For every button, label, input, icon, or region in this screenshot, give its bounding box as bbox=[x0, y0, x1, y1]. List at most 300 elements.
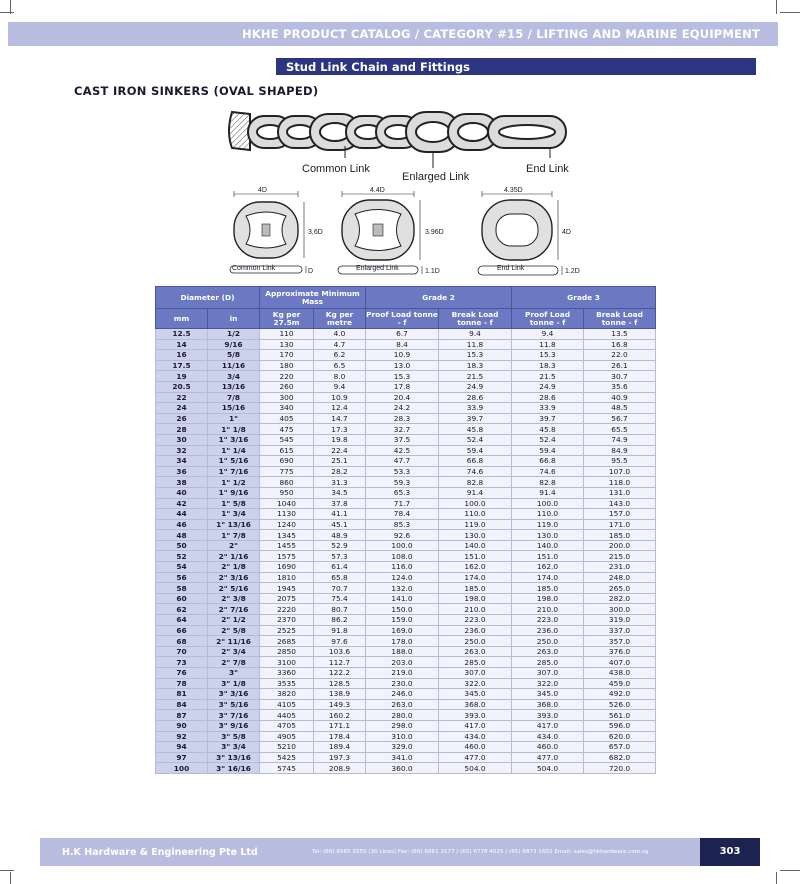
table-cell: 6.7 bbox=[366, 329, 439, 340]
table-row bbox=[156, 487, 656, 498]
table-cell: 100 bbox=[156, 763, 208, 774]
table-cell: 149.3 bbox=[314, 699, 366, 710]
table-cell: 118.0 bbox=[584, 477, 656, 488]
table-row bbox=[156, 456, 656, 467]
table-cell: 84 bbox=[156, 699, 208, 710]
table-cell: 2075 bbox=[260, 593, 314, 604]
table-cell: 171.0 bbox=[584, 519, 656, 530]
table-cell: 20.4 bbox=[366, 392, 439, 403]
table-cell: 100.0 bbox=[512, 498, 584, 509]
table-cell: 110.0 bbox=[512, 509, 584, 520]
table-row bbox=[156, 445, 656, 456]
table-cell: 13/16 bbox=[208, 381, 260, 392]
table-cell: 215.0 bbox=[584, 551, 656, 562]
table-cell: 307.0 bbox=[439, 668, 512, 679]
table-cell: 285.0 bbox=[439, 657, 512, 668]
table-cell: 185.0 bbox=[584, 530, 656, 541]
table-cell: 100.0 bbox=[439, 498, 512, 509]
table-cell: 2" 7/8 bbox=[208, 657, 260, 668]
table-cell: 94 bbox=[156, 742, 208, 753]
table-cell: 74.6 bbox=[512, 466, 584, 477]
table-row bbox=[156, 615, 656, 626]
table-cell: 180 bbox=[260, 360, 314, 371]
table-cell: 108.0 bbox=[366, 551, 439, 562]
table-cell: 3" 13/16 bbox=[208, 752, 260, 763]
table-cell: 9.4 bbox=[314, 381, 366, 392]
table-cell: 12.4 bbox=[314, 403, 366, 414]
table-cell: 130 bbox=[260, 339, 314, 350]
table-cell: 17.8 bbox=[366, 381, 439, 392]
table-cell: 2850 bbox=[260, 646, 314, 657]
table-cell: 143.0 bbox=[584, 498, 656, 509]
common-link-caption: Common Link bbox=[232, 265, 276, 272]
table-cell: 393.0 bbox=[512, 710, 584, 721]
table-cell: 322.0 bbox=[439, 678, 512, 689]
table-cell: 66 bbox=[156, 625, 208, 636]
table-cell: 66.8 bbox=[439, 456, 512, 467]
table-cell: 18.3 bbox=[512, 360, 584, 371]
table-cell: 28.2 bbox=[314, 466, 366, 477]
table-cell: 322.0 bbox=[512, 678, 584, 689]
table-cell: 91.8 bbox=[314, 625, 366, 636]
table-row bbox=[156, 742, 656, 753]
table-row bbox=[156, 593, 656, 604]
table-cell: 434.0 bbox=[439, 731, 512, 742]
table-row bbox=[156, 572, 656, 583]
table-row bbox=[156, 329, 656, 340]
table-cell: 30.7 bbox=[584, 371, 656, 382]
table-cell: 265.0 bbox=[584, 583, 656, 594]
crop-mark bbox=[0, 12, 14, 13]
table-cell: 477.0 bbox=[512, 752, 584, 763]
table-cell: 477.0 bbox=[439, 752, 512, 763]
table-cell: 44 bbox=[156, 509, 208, 520]
table-cell: 329.0 bbox=[366, 742, 439, 753]
table-cell: 561.0 bbox=[584, 710, 656, 721]
table-cell: 220 bbox=[260, 371, 314, 382]
table-body bbox=[156, 329, 656, 774]
table-cell: 26 bbox=[156, 413, 208, 424]
table-cell: 52.4 bbox=[512, 434, 584, 445]
table-cell: 4105 bbox=[260, 699, 314, 710]
table-cell: 9/16 bbox=[208, 339, 260, 350]
table-cell: 310.0 bbox=[366, 731, 439, 742]
table-cell: 16 bbox=[156, 350, 208, 361]
table-cell: 82.8 bbox=[439, 477, 512, 488]
table-cell: 2525 bbox=[260, 625, 314, 636]
table-row bbox=[156, 657, 656, 668]
table-cell: 319.0 bbox=[584, 615, 656, 626]
table-cell: 260 bbox=[260, 381, 314, 392]
table-cell: 36 bbox=[156, 466, 208, 477]
table-cell: 405 bbox=[260, 413, 314, 424]
table-cell: 32 bbox=[156, 445, 208, 456]
table-cell: 28.6 bbox=[512, 392, 584, 403]
table-cell: 376.0 bbox=[584, 646, 656, 657]
table-cell: 35.6 bbox=[584, 381, 656, 392]
table-cell: 210.0 bbox=[512, 604, 584, 615]
table-cell: 74.6 bbox=[439, 466, 512, 477]
table-cell: 3" 7/16 bbox=[208, 710, 260, 721]
table-cell: 90 bbox=[156, 720, 208, 731]
table-cell: 107.0 bbox=[584, 466, 656, 477]
table-row bbox=[156, 551, 656, 562]
table-cell: 162.0 bbox=[439, 562, 512, 573]
table-cell: 28 bbox=[156, 424, 208, 435]
table-cell: 5/8 bbox=[208, 350, 260, 361]
table-cell: 340 bbox=[260, 403, 314, 414]
table-cell: 230.0 bbox=[366, 678, 439, 689]
crop-mark bbox=[780, 12, 800, 13]
table-cell: 3100 bbox=[260, 657, 314, 668]
catalog-banner bbox=[8, 22, 778, 46]
table-cell: 22.0 bbox=[584, 350, 656, 361]
table-cell: 65.3 bbox=[366, 487, 439, 498]
table-cell: 2" 3/4 bbox=[208, 646, 260, 657]
enlarged-height-label: 3.96D bbox=[425, 229, 444, 236]
table-cell: 37.5 bbox=[366, 434, 439, 445]
table-cell: 110 bbox=[260, 329, 314, 340]
table-cell: 86.2 bbox=[314, 615, 366, 626]
table-cell: 10.9 bbox=[366, 350, 439, 361]
table-cell: 4.0 bbox=[314, 329, 366, 340]
table-cell: 39.7 bbox=[439, 413, 512, 424]
table-cell: 720.0 bbox=[584, 763, 656, 774]
table-cell: 24.2 bbox=[366, 403, 439, 414]
table-cell: 3" 3/4 bbox=[208, 742, 260, 753]
table-row bbox=[156, 720, 656, 731]
table-row bbox=[156, 689, 656, 700]
table-cell: 1" 5/8 bbox=[208, 498, 260, 509]
table-cell: 13.0 bbox=[366, 360, 439, 371]
table-cell: 434.0 bbox=[512, 731, 584, 742]
table-cell: 236.0 bbox=[439, 625, 512, 636]
table-cell: 128.5 bbox=[314, 678, 366, 689]
table-row bbox=[156, 540, 656, 551]
table-cell: 41.1 bbox=[314, 509, 366, 520]
col-header-mm: mm bbox=[156, 309, 208, 329]
table-cell: 2" 11/16 bbox=[208, 636, 260, 647]
table-cell: 73 bbox=[156, 657, 208, 668]
table-cell: 31.3 bbox=[314, 477, 366, 488]
table-cell: 11.8 bbox=[512, 339, 584, 350]
table-cell: 76 bbox=[156, 668, 208, 679]
catalog-banner-text: HKHE PRODUCT CATALOG / CATEGORY #15 / LIFTING AND MARINE EQUIPMENT bbox=[242, 27, 760, 41]
table-cell: 119.0 bbox=[439, 519, 512, 530]
table-row bbox=[156, 360, 656, 371]
table-cell: 231.0 bbox=[584, 562, 656, 573]
table-cell: 263.0 bbox=[366, 699, 439, 710]
table-cell: 2370 bbox=[260, 615, 314, 626]
table-cell: 203.0 bbox=[366, 657, 439, 668]
col-header-g3-proof: Proof Load tonne - f bbox=[512, 309, 584, 329]
table-row bbox=[156, 710, 656, 721]
table-cell: 34 bbox=[156, 456, 208, 467]
table-row bbox=[156, 752, 656, 763]
table-cell: 95.5 bbox=[584, 456, 656, 467]
table-row bbox=[156, 392, 656, 403]
table-cell: 690 bbox=[260, 456, 314, 467]
table-cell: 91.4 bbox=[512, 487, 584, 498]
chain-label-common: Common Link bbox=[302, 163, 370, 175]
table-cell: 4405 bbox=[260, 710, 314, 721]
table-cell: 407.0 bbox=[584, 657, 656, 668]
table-cell: 208.9 bbox=[314, 763, 366, 774]
crop-mark bbox=[10, 872, 11, 884]
table-cell: 368.0 bbox=[512, 699, 584, 710]
table-cell: 60 bbox=[156, 593, 208, 604]
table-cell: 138.9 bbox=[314, 689, 366, 700]
table-cell: 280.0 bbox=[366, 710, 439, 721]
table-cell: 492.0 bbox=[584, 689, 656, 700]
table-cell: 28.6 bbox=[439, 392, 512, 403]
table-cell: 25.1 bbox=[314, 456, 366, 467]
crop-mark bbox=[780, 870, 800, 871]
table-cell: 2" 3/8 bbox=[208, 593, 260, 604]
table-cell: 19.8 bbox=[314, 434, 366, 445]
table-row bbox=[156, 699, 656, 710]
table-cell: 9.4 bbox=[439, 329, 512, 340]
table-cell: 3360 bbox=[260, 668, 314, 679]
table-row bbox=[156, 636, 656, 647]
table-cell: 151.0 bbox=[512, 551, 584, 562]
table-cell: 100.0 bbox=[366, 540, 439, 551]
table-cell: 210.0 bbox=[439, 604, 512, 615]
table-cell: 33.9 bbox=[512, 403, 584, 414]
table-cell: 4705 bbox=[260, 720, 314, 731]
table-cell: 200.0 bbox=[584, 540, 656, 551]
crop-mark bbox=[776, 0, 777, 14]
end-width-label: 4.35D bbox=[504, 187, 523, 194]
table-cell: 393.0 bbox=[439, 710, 512, 721]
table-cell: 50 bbox=[156, 540, 208, 551]
table-cell: 174.0 bbox=[439, 572, 512, 583]
table-cell: 24.9 bbox=[512, 381, 584, 392]
table-cell: 219.0 bbox=[366, 668, 439, 679]
table-cell: 615 bbox=[260, 445, 314, 456]
table-cell: 300.0 bbox=[584, 604, 656, 615]
table-cell: 526.0 bbox=[584, 699, 656, 710]
table-cell: 92 bbox=[156, 731, 208, 742]
table-cell: 22.4 bbox=[314, 445, 366, 456]
table-cell: 15.3 bbox=[366, 371, 439, 382]
table-cell: 124.0 bbox=[366, 572, 439, 583]
common-width-label: 4D bbox=[258, 187, 267, 194]
table-cell: 15/16 bbox=[208, 403, 260, 414]
table-cell: 1" 1/2 bbox=[208, 477, 260, 488]
table-cell: 141.0 bbox=[366, 593, 439, 604]
table-cell: 70 bbox=[156, 646, 208, 657]
table-cell: 620.0 bbox=[584, 731, 656, 742]
common-thickness-label: D bbox=[308, 268, 314, 275]
table-row bbox=[156, 350, 656, 361]
table-cell: 174.0 bbox=[512, 572, 584, 583]
table-cell: 1240 bbox=[260, 519, 314, 530]
table-cell: 45.1 bbox=[314, 519, 366, 530]
table-row bbox=[156, 413, 656, 424]
chain-diagram bbox=[220, 104, 590, 279]
table-cell: 103.6 bbox=[314, 646, 366, 657]
table-cell: 248.0 bbox=[584, 572, 656, 583]
table-cell: 54 bbox=[156, 562, 208, 573]
table-cell: 74.9 bbox=[584, 434, 656, 445]
table-cell: 2" 1/16 bbox=[208, 551, 260, 562]
diameter-header: Diameter (D) bbox=[156, 287, 260, 309]
table-cell: 78.4 bbox=[366, 509, 439, 520]
table-cell: 116.0 bbox=[366, 562, 439, 573]
table-cell: 300 bbox=[260, 392, 314, 403]
table-row bbox=[156, 466, 656, 477]
table-cell: 12.5 bbox=[156, 329, 208, 340]
table-cell: 65.8 bbox=[314, 572, 366, 583]
col-header-g2-proof: Proof Load tonne - f bbox=[366, 309, 438, 327]
table-row bbox=[156, 668, 656, 679]
enlarged-link-caption: Enlarged Link bbox=[356, 265, 399, 272]
chain-illustration bbox=[229, 112, 566, 152]
table-row bbox=[156, 434, 656, 445]
table-cell: 250.0 bbox=[439, 636, 512, 647]
table-cell: 2220 bbox=[260, 604, 314, 615]
table-cell: 140.0 bbox=[512, 540, 584, 551]
table-cell: 3" 16/16 bbox=[208, 763, 260, 774]
table-cell: 45.8 bbox=[439, 424, 512, 435]
table-row bbox=[156, 731, 656, 742]
enlarged-width-label: 4.4D bbox=[370, 187, 385, 194]
table-cell: 2685 bbox=[260, 636, 314, 647]
table-cell: 1" 13/16 bbox=[208, 519, 260, 530]
table-cell: 170 bbox=[260, 350, 314, 361]
table-cell: 15.3 bbox=[439, 350, 512, 361]
table-row bbox=[156, 583, 656, 594]
col-header-kg-per-length: Kg per 27.5m bbox=[260, 309, 314, 329]
table-cell: 341.0 bbox=[366, 752, 439, 763]
table-cell: 263.0 bbox=[439, 646, 512, 657]
table-cell: 97 bbox=[156, 752, 208, 763]
table-cell: 130.0 bbox=[439, 530, 512, 541]
end-link-drawing bbox=[478, 191, 562, 275]
table-cell: 59.4 bbox=[439, 445, 512, 456]
table-cell: 2" bbox=[208, 540, 260, 551]
table-cell: 14 bbox=[156, 339, 208, 350]
table-cell: 475 bbox=[260, 424, 314, 435]
table-cell: 42 bbox=[156, 498, 208, 509]
crop-mark bbox=[776, 872, 777, 884]
table-cell: 160.2 bbox=[314, 710, 366, 721]
table-cell: 1" 5/16 bbox=[208, 456, 260, 467]
chain-spec-table bbox=[155, 286, 656, 774]
table-cell: 80.7 bbox=[314, 604, 366, 615]
table-cell: 2" 7/16 bbox=[208, 604, 260, 615]
table-cell: 64 bbox=[156, 615, 208, 626]
table-cell: 8.4 bbox=[366, 339, 439, 350]
table-cell: 545 bbox=[260, 434, 314, 445]
table-cell: 112.7 bbox=[314, 657, 366, 668]
table-cell: 2" 3/16 bbox=[208, 572, 260, 583]
table-cell: 131.0 bbox=[584, 487, 656, 498]
table-cell: 169.0 bbox=[366, 625, 439, 636]
table-cell: 48.9 bbox=[314, 530, 366, 541]
table-cell: 360.0 bbox=[366, 763, 439, 774]
table-cell: 52 bbox=[156, 551, 208, 562]
table-cell: 5745 bbox=[260, 763, 314, 774]
section-title-bar: Stud Link Chain and Fittings bbox=[276, 58, 756, 75]
table-cell: 56 bbox=[156, 572, 208, 583]
col-header-g2-break: Break Load tonne - f bbox=[439, 309, 512, 329]
table-cell: 3535 bbox=[260, 678, 314, 689]
table-cell: 6.5 bbox=[314, 360, 366, 371]
table-cell: 3820 bbox=[260, 689, 314, 700]
table-cell: 21.5 bbox=[512, 371, 584, 382]
table-cell: 58 bbox=[156, 583, 208, 594]
table-cell: 2" 5/16 bbox=[208, 583, 260, 594]
table-cell: 66.8 bbox=[512, 456, 584, 467]
page-number: 303 bbox=[700, 838, 760, 866]
table-cell: 1" 7/16 bbox=[208, 466, 260, 477]
table-cell: 7/8 bbox=[208, 392, 260, 403]
table-cell: 1" 9/16 bbox=[208, 487, 260, 498]
table-cell: 22 bbox=[156, 392, 208, 403]
table-cell: 2" 5/8 bbox=[208, 625, 260, 636]
table-cell: 42.5 bbox=[366, 445, 439, 456]
table-cell: 1040 bbox=[260, 498, 314, 509]
table-cell: 59.3 bbox=[366, 477, 439, 488]
table-cell: 33.9 bbox=[439, 403, 512, 414]
table-cell: 1/2 bbox=[208, 329, 260, 340]
table-cell: 198.0 bbox=[439, 593, 512, 604]
table-cell: 3" 5/8 bbox=[208, 731, 260, 742]
table-cell: 250.0 bbox=[512, 636, 584, 647]
table-cell: 504.0 bbox=[512, 763, 584, 774]
table-cell: 3" 5/16 bbox=[208, 699, 260, 710]
table-row bbox=[156, 530, 656, 541]
table-row bbox=[156, 403, 656, 414]
table-cell: 47.7 bbox=[366, 456, 439, 467]
table-cell: 78 bbox=[156, 678, 208, 689]
table-cell: 39.7 bbox=[512, 413, 584, 424]
table-cell: 1455 bbox=[260, 540, 314, 551]
table-cell: 21.5 bbox=[439, 371, 512, 382]
table-cell: 13.5 bbox=[584, 329, 656, 340]
table-cell: 11.8 bbox=[439, 339, 512, 350]
table-cell: 459.0 bbox=[584, 678, 656, 689]
table-cell: 263.0 bbox=[512, 646, 584, 657]
table-cell: 6.2 bbox=[314, 350, 366, 361]
footer-company: H.K Hardware & Engineering Pte Ltd bbox=[62, 847, 258, 858]
table-cell: 34.5 bbox=[314, 487, 366, 498]
table-cell: 28.3 bbox=[366, 413, 439, 424]
table-cell: 81 bbox=[156, 689, 208, 700]
table-cell: 178.0 bbox=[366, 636, 439, 647]
table-cell: 16.8 bbox=[584, 339, 656, 350]
table-cell: 14.7 bbox=[314, 413, 366, 424]
chain-label-end: End Link bbox=[526, 163, 569, 175]
table-row bbox=[156, 477, 656, 488]
table-cell: 32.7 bbox=[366, 424, 439, 435]
table-cell: 140.0 bbox=[439, 540, 512, 551]
table-cell: 9.4 bbox=[512, 329, 584, 340]
table-cell: 1690 bbox=[260, 562, 314, 573]
table-cell: 61.4 bbox=[314, 562, 366, 573]
table-cell: 17.3 bbox=[314, 424, 366, 435]
table-cell: 246.0 bbox=[366, 689, 439, 700]
table-cell: 151.0 bbox=[439, 551, 512, 562]
table-row bbox=[156, 339, 656, 350]
table-cell: 130.0 bbox=[512, 530, 584, 541]
table-cell: 860 bbox=[260, 477, 314, 488]
table-cell: 596.0 bbox=[584, 720, 656, 731]
table-row bbox=[156, 562, 656, 573]
table-cell: 3/4 bbox=[208, 371, 260, 382]
